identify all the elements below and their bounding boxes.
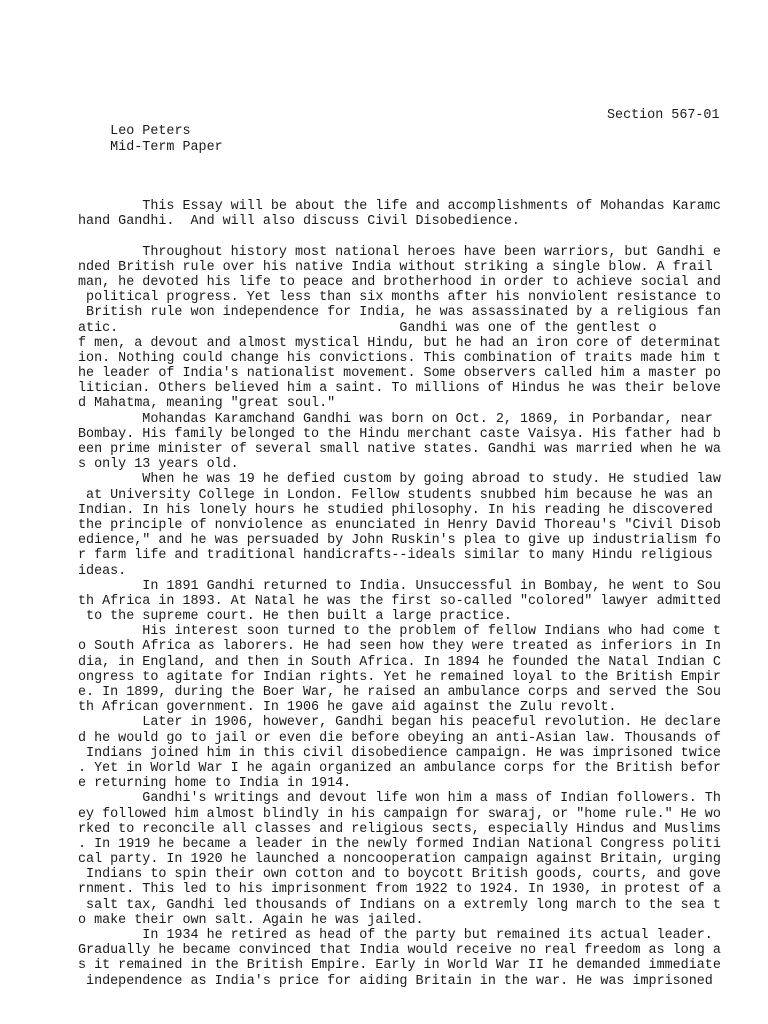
text-line: d he would go to jail or even die before obeying an anti-Asian law. Thousands of [78,730,721,746]
paper-type-row [78,124,698,155]
text-line: een prime minister of several small native states. Gandhi was married when he wa [78,442,721,457]
text-line: s only 13 years old. [78,457,239,473]
text-line: nded British rule over his native India without striking a single blow. A frail [78,259,713,275]
text-line: f men, a devout and almost mystical Hindu, but he had an iron core of determinat [78,335,721,351]
text-line: Gandhi's writings and devout life won him a mass of Indian followers. Th [78,791,721,807]
text-line: This Essay will be about the life and accomplishments of Mohandas Karamc [78,199,721,214]
text-line: When he was 19 he defied custom by going abroad to study. He studied law [78,472,721,488]
text-line: atic. Gandhi was one of the gentlest o [78,320,657,336]
text-line: ongress to agitate for Indian rights. Yet he remained loyal to the British Empir [78,669,721,685]
text-line: Indian. In his lonely hours he studied philosophy. In his reading he discovered [78,502,713,518]
text-line: ideas. [78,563,127,579]
text-line: rked to reconcile all classes and religious sects, especially Hindus and Muslims [78,821,721,837]
author-name: Leo Peters [110,124,191,139]
text-line: ey followed him almost blindly in his campaign for swaraj, or "home rule." He wo [78,806,721,822]
text-line: Gradually he became convinced that India would receive no real freedom as long a [78,943,721,959]
text-line: he leader of India's nationalist movement. Some observers called him a master po [78,366,721,382]
paper-type: Mid-Term Paper [110,140,223,155]
text-line: In 1934 he retired as head of the party but remained its actual leader. [78,928,713,943]
text-line: s it remained in the British Empire. Early in World War II he demanded immediate [78,958,721,974]
text-line: edience," and he was persuaded by John Ruskin's plea to give up industrialism fo [78,533,721,549]
text-line: e. In 1899, during the Boer War, he raised an ambulance corps and served the Sou [78,685,721,700]
text-line: . In 1919 he became a leader in the newly formed Indian National Congress politi [78,836,721,852]
text-line: man, he devoted his life to peace and brotherhood in order to achieve social and [78,274,721,290]
text-line: th Africa in 1893. At Natal he was the first so-called "colored" lawyer admitted [78,593,721,609]
text-line: Bombay. His family belonged to the Hindu merchant caste Vaisya. His father had b [78,426,721,442]
essay-body [78,199,721,989]
text-line: Throughout history most national heroes have been warriors, but Gandhi e [78,244,721,260]
text-line: Later in 1906, however, Gandhi began his peaceful revolution. He declare [78,715,721,731]
text-line: at University College in London. Fellow students snubbed him because he was an [78,487,713,503]
text-line: political progress. Yet less than six months after his nonviolent resistance to [78,290,721,306]
text-line: Indians to spin their own cotton and to boycott British goods, courts, and gove [78,867,721,883]
text-line: British rule won independence for India, he was assassinated by a religious fan [78,305,721,321]
text-line: cal party. In 1920 he launched a noncooperation campaign against Britain, urging [78,852,721,868]
text-line: independence as India's price for aiding Britain in the war. He was imprisoned [78,973,713,989]
text-line: to the supreme court. He then built a large practice. [78,609,512,625]
text-line: dia, in England, and then in South Africa. In 1894 he founded the Natal Indian C [78,654,721,670]
text-line: litician. Others believed him a saint. To millions of Hindus he was their belove [78,381,721,397]
text-line: Mohandas Karamchand Gandhi was born on Oct. 2, 1869, in Porbandar, near [78,411,713,427]
text-line: His interest soon turned to the problem of fellow Indians who had come t [78,624,721,640]
text-line: hand Gandhi. And will also discuss Civil Disobedience. [78,214,520,230]
text-line: o South Africa as laborers. He had seen how they were treated as inferiors in In [78,639,721,655]
text-line: e returning home to India in 1914. [78,776,352,792]
text-line: d Mahatma, meaning "great soul." [78,396,336,412]
text-line: . Yet in World War I he again organized an ambulance corps for the British befor [78,760,721,776]
section-number: Section 567-01 [607,108,720,123]
text-line: o make their own salt. Again he was jailed. [78,912,424,928]
text-line: r farm life and traditional handicrafts--ideals similar to many Hindu religious [78,548,713,564]
text-line: th African government. In 1906 he gave aid against the Zulu revolt. [78,700,617,716]
text-line: the principle of nonviolence as enunciated in Henry David Thoreau's "Civil Disob [78,517,721,533]
text-line: salt tax, Gandhi led thousands of Indians on a extremly long march to the sea t [78,897,721,913]
text-line: In 1891 Gandhi returned to India. Unsuccessful in Bombay, he went to Sou [78,578,721,594]
paragraph-break [78,229,698,244]
text-line: rnment. This led to his imprisonment from 1922 to 1924. In 1930, in protest of a [78,882,721,898]
text-line: Indians joined him in this civil disobedience campaign. He was imprisoned twice [78,745,721,761]
header-row [78,108,720,139]
text-line: ion. Nothing could change his convictions. This combination of traits made him t [78,350,721,366]
